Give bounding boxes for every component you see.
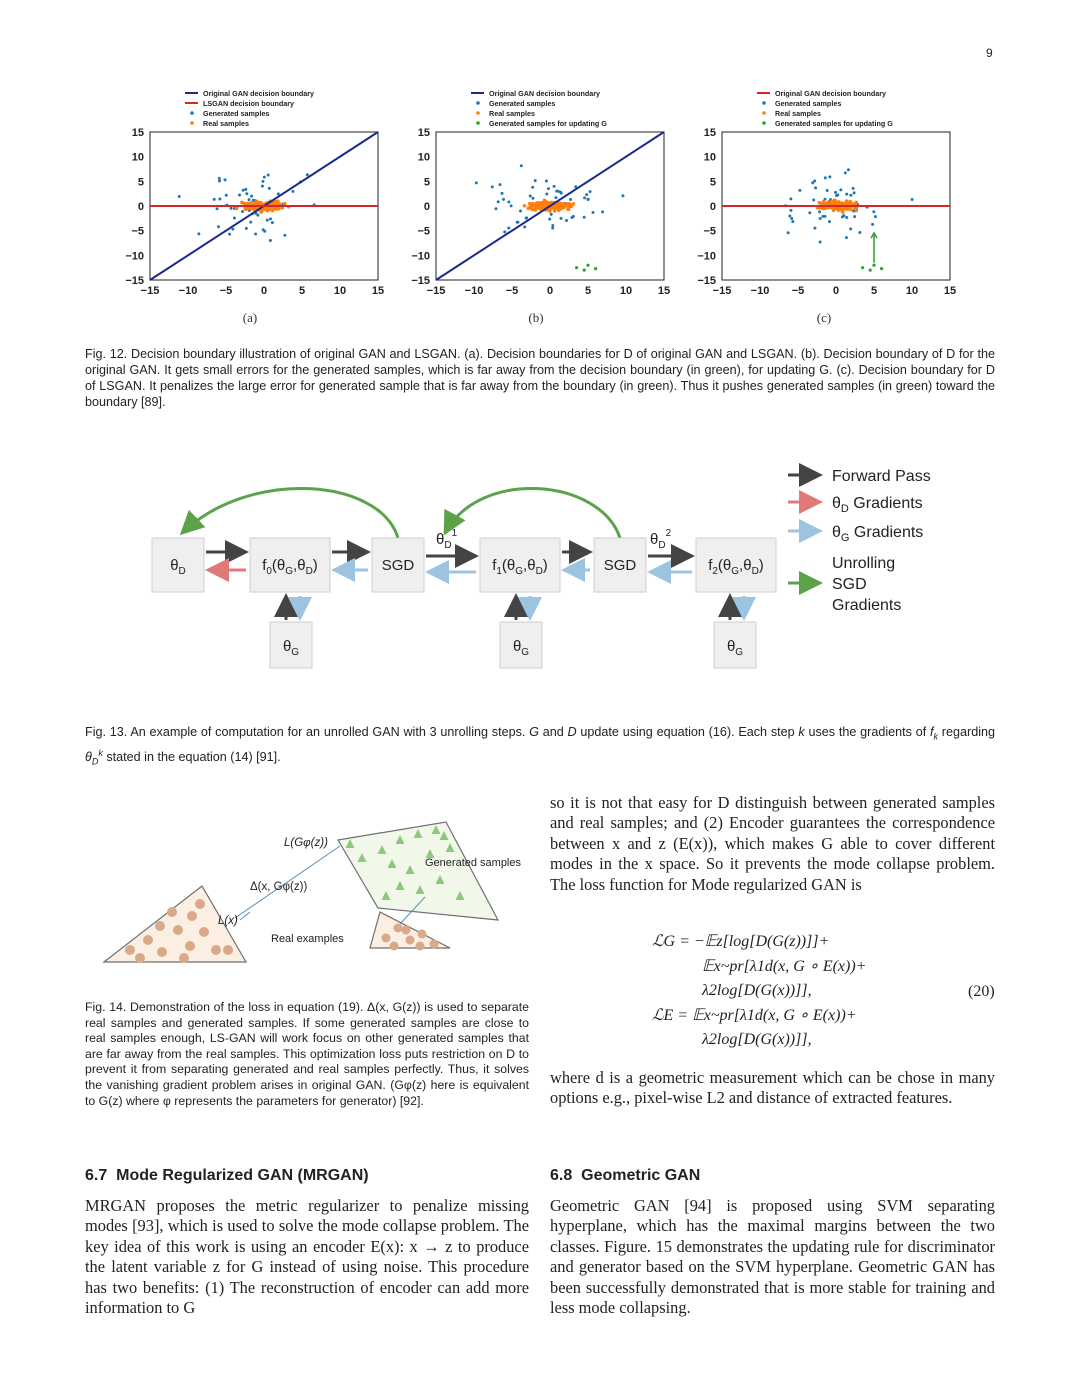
generated-point — [261, 180, 264, 183]
svg-text:f1(θG,θD): $f_1(\theta_G,\theta_D)$ — [492, 557, 548, 577]
svg-text:θG: $\theta_G$ — [726, 638, 744, 658]
legend-entry — [476, 99, 555, 108]
real-point — [529, 203, 533, 207]
svg-text:SGD: SGD — [381, 557, 415, 574]
figure-13-unrolled-gan-diagram — [140, 458, 960, 678]
real-sample-dot — [406, 936, 415, 945]
x-tick-label: 15 — [657, 285, 671, 297]
update-point — [861, 266, 864, 269]
sgd-node-1 — [372, 538, 424, 592]
label-l-real: L(x) — [218, 915, 238, 927]
section-6-8-heading: 6.8 Geometric GAN — [550, 1167, 701, 1184]
y-tick-label: −10 — [697, 250, 716, 263]
legend-entry — [762, 119, 893, 128]
x-tick-label: 15 — [371, 285, 385, 297]
generated-point — [872, 210, 875, 213]
x-tick-label: 0 — [832, 285, 840, 297]
generated-point — [844, 171, 847, 174]
generated-point — [787, 231, 790, 234]
y-tick-label: 10 — [703, 151, 716, 164]
x-tick-label: −10 — [750, 285, 770, 297]
generated-point — [263, 176, 266, 179]
y-tick-label: 10 — [131, 151, 144, 164]
generated-point — [228, 233, 231, 236]
equation-20: ℒG = −𝔼z[log[D(G(z))]]+ 𝔼x~pr[λ1d(x, G ∘ E(x))+ λ2log[D(G(x))]], ℒE = 𝔼x~pr[λ1d(x, G ∘ E(x))+ λ2log[D(G(x))]], — [652, 933, 867, 1048]
generated-point — [821, 215, 824, 218]
generated-point — [554, 196, 557, 199]
theta-g-node-0 — [270, 622, 312, 668]
real-point — [526, 206, 530, 210]
theta-g-node-1 — [500, 622, 542, 668]
x-tick-label: −10 — [464, 285, 484, 297]
generated-point — [497, 200, 500, 203]
unroll-arrow-1 — [182, 488, 398, 538]
legend-entry — [471, 89, 600, 98]
real-point — [818, 201, 822, 205]
generated-point — [261, 185, 264, 188]
real-sample-dot — [179, 953, 189, 963]
generated-point — [233, 217, 236, 220]
svg-text:Original GAN decision boundary: Original GAN decision boundary — [203, 89, 315, 98]
generated-point — [197, 232, 200, 235]
fig13-legend — [788, 468, 931, 614]
real-point — [837, 200, 841, 204]
f0-node — [250, 538, 330, 592]
section-6-7-text: MRGAN proposes the metric regularizer to penalize missing modes [93], which is used to solve the mode collapse problem. The key idea of this work is using an encoder E(x): x → z to produce the latent variable z for G instead of using noise. This procedure has two benefits: (1) The reconstruction of encoder can add more information to G — [85, 1196, 529, 1318]
theta-g-node-2 — [714, 622, 756, 668]
real-point — [266, 207, 270, 211]
svg-text:θG Gradients: $\theta_G$ Gradients — [832, 524, 924, 544]
generated-point — [245, 192, 248, 195]
y-tick-label: −5 — [703, 225, 716, 238]
generated-point — [824, 176, 827, 179]
generated-point — [217, 225, 220, 228]
generated-point — [621, 194, 624, 197]
y-tick-label: 5 — [423, 176, 430, 189]
generated-point — [853, 215, 856, 218]
generated-point — [834, 191, 837, 194]
real-sample-dot — [418, 930, 427, 939]
generated-point — [589, 190, 592, 193]
svg-text:LSGAN decision boundary: LSGAN decision boundary — [203, 99, 295, 108]
y-tick-label: 15 — [131, 127, 144, 139]
real-sample-dot — [382, 934, 391, 943]
x-tick-label: −5 — [219, 285, 233, 297]
generated-point — [238, 194, 241, 197]
generated-point — [808, 211, 811, 214]
x-tick-label: 10 — [905, 285, 919, 297]
generated-point — [814, 186, 817, 189]
generated-point — [788, 214, 791, 217]
generated-point — [545, 192, 548, 195]
generated-point — [858, 231, 861, 234]
generated-point — [836, 194, 839, 197]
real-sample-dot — [211, 945, 221, 955]
y-tick-label: 5 — [709, 176, 716, 189]
generated-point — [813, 227, 816, 230]
real-point — [567, 207, 571, 211]
real-sample-dot — [167, 907, 177, 917]
svg-text:Generated samples: Generated samples — [489, 99, 556, 108]
generated-point — [811, 181, 814, 184]
generated-point — [565, 219, 568, 222]
y-tick-label: −5 — [417, 225, 430, 238]
real-point — [557, 207, 561, 211]
generated-point — [534, 179, 537, 182]
figure-12-caption: Fig. 12. Decision boundary illustration of original GAN and LSGAN. (a). Decision boundaries for D of original GAN and LSGAN. (b). Decision boundary of D for the original GAN. It gets small errors for the generated samples, which is far away from the decision boundary (in green), for updating G. (c). Decision boundary for D of LSGAN. It penalizes the large error for generated sample that is far away from the boundary (in green). Thus it pushes generated samples (in green) toward the boundary [89]. — [85, 347, 995, 409]
real-sample-dot — [416, 942, 425, 951]
generated-point — [242, 189, 245, 192]
generated-point — [871, 223, 874, 226]
real-sample-dot — [199, 927, 209, 937]
scatter-panel-1 — [125, 89, 384, 297]
after-equation-text: where d is a geometric measurement which can be chose in many options e.g., pixel-wise L2 and distance of extracted features. — [550, 1068, 995, 1108]
figure-13-caption: Fig. 13. An example of computation for an unrolled GAN with 3 unrolling steps. G and D update using equation (16). Each step k uses the gradients of $f_k$ regarding $\theta_D^k$ stated in the equation (14) [91]. — [85, 725, 995, 767]
legend-entry — [476, 109, 535, 118]
generated-point — [254, 232, 257, 235]
x-tick-label: −15 — [426, 285, 446, 297]
svg-text:f0(θG,θD): $f_0(\theta_G,\theta_D)$ — [262, 557, 318, 577]
generated-point — [494, 207, 497, 210]
x-tick-label: −10 — [178, 285, 198, 297]
generated-point — [218, 198, 221, 201]
svg-text:θD: $\theta_D$ — [170, 557, 186, 577]
generated-point — [828, 220, 831, 223]
svg-text:θG: $\theta_G$ — [512, 638, 530, 658]
f2-node — [696, 538, 776, 592]
svg-text:SGD: SGD — [832, 576, 867, 593]
update-point — [880, 267, 883, 270]
legend-entry — [476, 119, 607, 128]
generated-point — [569, 198, 572, 201]
y-tick-label: −15 — [411, 275, 430, 287]
x-tick-label: −15 — [712, 285, 732, 297]
svg-text:Gradients: Gradients — [832, 597, 902, 614]
svg-text:Generated samples for updating: Generated samples for updating G — [489, 119, 607, 128]
generated-point — [847, 168, 850, 171]
generated-point — [249, 221, 252, 224]
generated-point — [224, 178, 227, 181]
step-label-1: $\theta_D^1$ — [436, 528, 458, 551]
update-point — [575, 266, 578, 269]
legend-entry — [757, 89, 886, 98]
generated-point — [510, 204, 513, 207]
real-sample-dot — [143, 935, 153, 945]
figure-14-loss-illustration — [100, 800, 530, 970]
generated-point — [826, 189, 829, 192]
generated-point — [507, 226, 510, 229]
y-tick-label: 15 — [703, 127, 716, 139]
x-tick-label: 15 — [943, 285, 957, 297]
generated-point — [507, 201, 510, 204]
generated-point — [601, 210, 604, 213]
real-sample-dot — [430, 940, 439, 949]
generated-point — [475, 181, 478, 184]
generated-point — [845, 236, 848, 239]
generated-point — [849, 194, 852, 197]
generated-point — [550, 213, 553, 216]
real-sample-dot — [155, 921, 165, 931]
generated-point — [839, 188, 842, 191]
generated-point — [218, 180, 221, 183]
step-label-2: $\theta_D^2$ — [650, 528, 672, 551]
section-6-8-text: Geometric GAN [94] is proposed using SVM separating hyperplane, which has the maximal margins between the two classes. Figure. 15 demonstrates the updating rule for discriminator and generator based on the SVM hyperplane. Geometric GAN has been successfully demonstrated that is more stable for training and less mode collapsing. — [550, 1196, 995, 1318]
generated-point — [559, 217, 562, 220]
page-number: 9 — [986, 46, 993, 60]
real-point — [270, 207, 274, 211]
legend-entry — [190, 109, 269, 118]
generated-point — [911, 198, 914, 201]
x-tick-label: −15 — [140, 285, 160, 297]
generated-point — [516, 221, 519, 224]
svg-text:Forward Pass: Forward Pass — [832, 468, 931, 485]
panel-a-label: (a) — [242, 310, 258, 325]
y-tick-label: 0 — [137, 201, 144, 213]
update-point — [586, 264, 589, 267]
real-point — [855, 201, 859, 205]
generated-point — [548, 218, 551, 221]
generated-point — [503, 230, 506, 233]
real-sample-dot — [135, 953, 145, 963]
x-tick-label: −5 — [791, 285, 805, 297]
x-tick-label: −5 — [505, 285, 519, 297]
real-point — [523, 204, 527, 208]
svg-text:Real samples: Real samples — [775, 109, 821, 118]
real-point — [542, 202, 546, 206]
generated-point — [500, 192, 503, 195]
generated-point — [499, 183, 502, 186]
legend-entry — [190, 119, 249, 128]
generated-point — [818, 210, 821, 213]
generated-point — [283, 234, 286, 237]
real-point — [244, 207, 248, 211]
mrgan-intro-text: so it is not that easy for D distinguish between generated samples and real samples; and (2) Encoder guarantees the correspondence between x and z (E(x)), which makes G able to cover different modes in the x space. So it prevents the mode collapse problem. The loss function for Mode regularized GAN is — [550, 793, 995, 894]
figure-12-scatter-plots — [100, 86, 980, 306]
generated-point — [216, 207, 219, 210]
generated-point — [268, 187, 271, 190]
legend-entry — [185, 99, 294, 108]
generated-point — [591, 211, 594, 214]
generated-point — [245, 227, 248, 230]
svg-text:θD Gradients: $\theta_D$ Gradients — [832, 495, 923, 515]
generated-point — [587, 198, 590, 201]
y-tick-label: −15 — [125, 275, 144, 287]
scatter-panel-2 — [411, 89, 670, 297]
generated-point — [291, 190, 294, 193]
generated-point — [250, 195, 253, 198]
generated-point — [852, 187, 855, 190]
generated-point — [248, 198, 251, 201]
generated-point — [241, 210, 244, 213]
x-tick-label: 10 — [333, 285, 347, 297]
generated-point — [267, 174, 270, 177]
real-point — [855, 209, 859, 213]
real-point — [539, 205, 543, 209]
generated-point — [525, 216, 528, 219]
svg-text:Generated samples: Generated samples — [203, 109, 270, 118]
generated-point — [244, 188, 247, 191]
x-tick-label: 5 — [870, 285, 878, 297]
panel-c-label: (c) — [816, 310, 832, 325]
generated-point — [819, 217, 822, 220]
label-delta: Δ(x, Gφ(z)) — [250, 881, 308, 893]
y-tick-label: 0 — [423, 201, 430, 213]
panel-b-label: (b) — [528, 310, 544, 325]
generated-point — [790, 217, 793, 220]
generated-point — [553, 185, 556, 188]
generated-point — [551, 226, 554, 229]
y-tick-label: −10 — [411, 250, 430, 263]
real-sample-dot — [185, 941, 195, 951]
svg-text:Unrolling: Unrolling — [832, 555, 896, 572]
real-sample-dot — [390, 942, 399, 951]
label-generated-samples: Generated samples — [425, 857, 521, 869]
svg-text:SGD: SGD — [603, 557, 637, 574]
generated-point — [845, 216, 848, 219]
legend-entry — [185, 89, 314, 98]
generated-point — [583, 196, 586, 199]
generated-point — [842, 214, 845, 217]
label-l-gen: L(Gφ(z)) — [284, 837, 328, 849]
generated-point — [849, 227, 852, 230]
generated-point — [230, 207, 233, 210]
generated-point — [491, 185, 494, 188]
legend-entry — [762, 99, 841, 108]
generated-point — [218, 177, 221, 180]
y-tick-label: 15 — [417, 127, 430, 139]
svg-text:Generated samples: Generated samples — [775, 99, 842, 108]
generated-point — [231, 228, 234, 231]
real-sample-dot — [223, 945, 233, 955]
real-point — [836, 207, 840, 211]
y-tick-label: 5 — [137, 176, 144, 189]
generated-point — [572, 215, 575, 218]
generated-point — [531, 186, 534, 189]
real-point — [564, 203, 568, 207]
real-point — [547, 202, 551, 206]
generated-point — [853, 191, 856, 194]
real-sample-dot — [187, 911, 197, 921]
generated-point — [213, 198, 216, 201]
y-tick-label: 10 — [417, 151, 430, 164]
theta-d-node — [152, 538, 204, 592]
update-point — [594, 267, 597, 270]
generated-point — [791, 220, 794, 223]
real-point — [255, 200, 259, 204]
real-sample-dot — [157, 947, 167, 957]
generated-point — [519, 209, 522, 212]
generated-point — [557, 190, 560, 193]
real-point — [833, 199, 837, 203]
generated-point — [531, 197, 534, 200]
y-tick-label: −5 — [131, 225, 144, 238]
unroll-arrow-2 — [445, 488, 620, 538]
generated-point — [789, 197, 792, 200]
x-tick-label: 0 — [546, 285, 554, 297]
generated-point — [583, 216, 586, 219]
svg-text:Generated samples for updating: Generated samples for updating G — [775, 119, 893, 128]
y-tick-label: −15 — [697, 275, 716, 287]
generated-point — [547, 187, 550, 190]
real-point — [841, 210, 845, 214]
generated-point — [263, 230, 266, 233]
generated-point — [789, 209, 792, 212]
real-sample-dot — [125, 945, 135, 955]
real-point — [536, 201, 540, 205]
svg-text:Real samples: Real samples — [489, 109, 535, 118]
section-6-7-heading: 6.7 Mode Regularized GAN (MRGAN) — [85, 1167, 369, 1184]
generated-point — [271, 221, 274, 224]
sgd-node-2 — [594, 538, 646, 592]
real-point — [235, 207, 239, 211]
generated-point — [178, 195, 181, 198]
real-point — [531, 208, 535, 212]
figure-14-caption: Fig. 14. Demonstration of the loss in equation (19). Δ(x, G(z)) is used to separate real samples and generated samples. If some generated samples are close to real samples enough, LS-GAN will work focus on other generated samples that are far away from the real samples. This optimization loss puts restriction on D to prevent it from separating generated and real samples perfectly. Thus, it solves the vanishing gradient problem arises in original GAN. (Gφ(z) here is equivalent to G(z) where φ represents the parameters for generator) [92]. — [85, 1000, 529, 1108]
svg-text:θG: $\theta_G$ — [282, 638, 300, 658]
y-tick-label: −10 — [125, 250, 144, 263]
generated-point — [529, 194, 532, 197]
svg-text:Real samples: Real samples — [203, 119, 249, 128]
svg-text:Original GAN decision boundary: Original GAN decision boundary — [775, 89, 887, 98]
label-real-examples: Real examples — [271, 933, 344, 945]
update-point — [583, 269, 586, 272]
real-point — [568, 202, 572, 206]
generated-point — [812, 199, 815, 202]
real-point — [249, 201, 253, 205]
real-sample-dot — [394, 924, 403, 933]
real-sample-dot — [195, 899, 205, 909]
generated-point — [585, 193, 588, 196]
generated-point — [874, 215, 877, 218]
generated-point — [798, 189, 801, 192]
update-point — [872, 264, 875, 267]
generated-point — [306, 173, 309, 176]
generated-point — [819, 240, 822, 243]
legend-entry — [762, 109, 821, 118]
x-tick-label: 10 — [619, 285, 633, 297]
y-tick-label: 0 — [709, 201, 716, 213]
f1-node — [480, 538, 560, 592]
generated-point — [523, 225, 526, 228]
scatter-panel-3 — [697, 89, 956, 297]
generated-point — [225, 194, 228, 197]
svg-text:Original GAN decision boundary: Original GAN decision boundary — [489, 89, 601, 98]
generated-point — [845, 193, 848, 196]
real-point — [535, 206, 539, 210]
real-sample-dot — [173, 925, 183, 935]
update-point — [869, 269, 872, 272]
x-tick-label: 5 — [584, 285, 592, 297]
real-sample-dot — [402, 926, 411, 935]
equation-number: (20) — [968, 983, 995, 1000]
generated-point — [266, 219, 269, 222]
generated-point — [269, 239, 272, 242]
generated-point — [502, 198, 505, 201]
x-tick-label: 0 — [260, 285, 268, 297]
generated-point — [520, 164, 523, 167]
generated-point — [828, 175, 831, 178]
x-tick-label: 5 — [298, 285, 306, 297]
generated-point — [545, 180, 548, 183]
svg-text:f2(θG,θD): $f_2(\theta_G,\theta_D)$ — [708, 557, 764, 577]
generated-point — [269, 217, 272, 220]
